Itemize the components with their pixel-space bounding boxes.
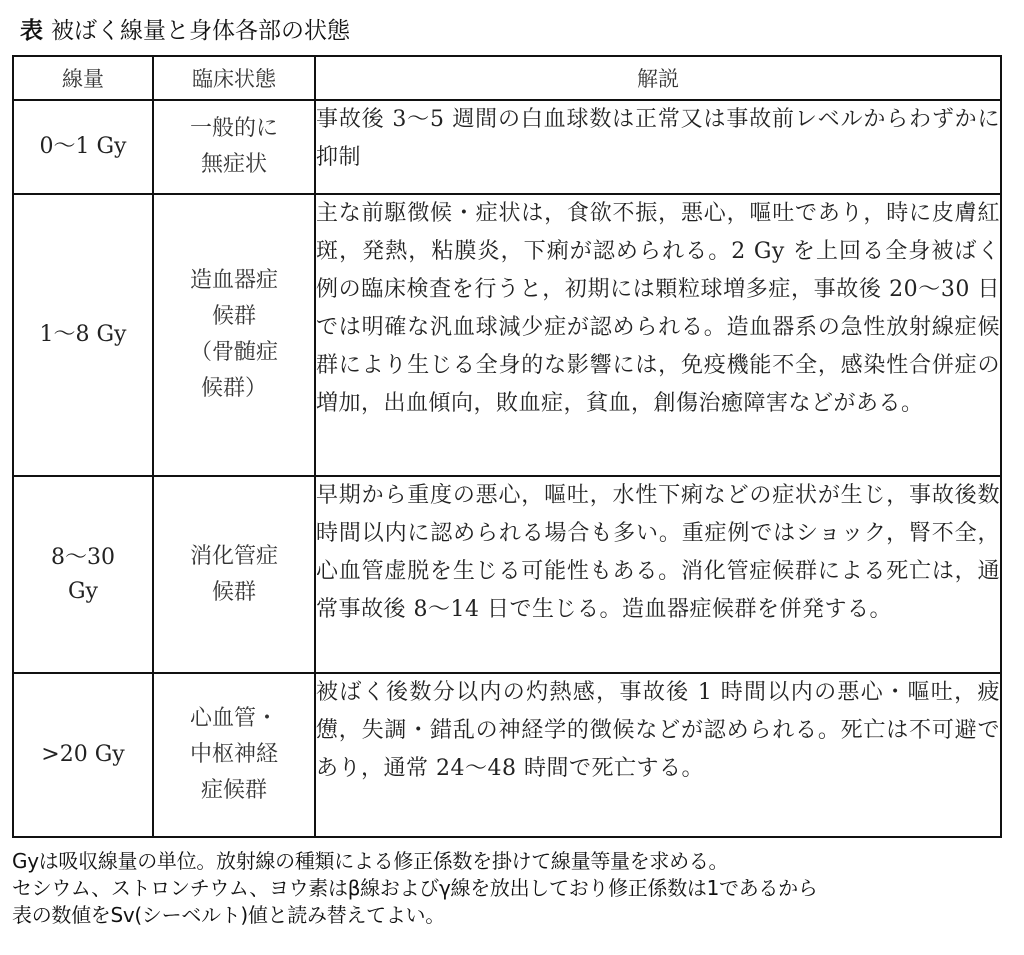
dose-effects-table: [12, 55, 1002, 838]
dose-text: 0〜1 Gy: [39, 134, 127, 159]
footnote-line: Gyは吸収線量の単位。放射線の種類による修正係数を掛けて線量等量を求める。: [12, 849, 729, 873]
state-line: 消化管症: [189, 543, 278, 569]
state-line: 一般的に: [189, 116, 278, 141]
clinical-state-cell: [153, 194, 315, 476]
dose-text: 8〜30: [51, 544, 115, 570]
state-line: 症候群: [200, 778, 267, 803]
clinical-state-cell: [153, 673, 315, 837]
state-line: 候群: [211, 579, 256, 605]
state-line: 造血器症: [189, 268, 278, 293]
table-title-text: 被ばく線量と身体各部の状態: [51, 18, 350, 44]
state-line: （骨髄症: [189, 340, 278, 365]
dose-text: >20 Gy: [41, 742, 125, 767]
dose-cell: [13, 100, 153, 194]
description-cell: 事故後 3〜5 週間の白血球数は正常又は事故前レベルからわずかに抑制: [315, 100, 1001, 194]
table-row: [13, 194, 1001, 476]
state-line: 候群）: [200, 376, 267, 401]
description-cell: 主な前駆徴候・症状は，食欲不振，悪心，嘔吐であり，時に皮膚紅斑，発熱，粘膜炎，下痢が認められる。2 Gy を上回る全身被ばく例の臨床検査を行うと，初期には顆粒球増多症，事故後 20〜30 日では明確な汎血球減少症が認められる。造血器系の急性放射線症候群により生じる全身的な影響には，免疫機能不全，感染性合併症の増加，出血傾向，敗血症，貧血，創傷治癒障害などがある。: [315, 194, 1001, 476]
dose-cell: [13, 673, 153, 837]
description-cell: 早期から重度の悪心，嘔吐，水性下痢などの症状が生じ，事故後数時間以内に認められる場合も多い。重症例ではショック，腎不全，心血管虚脱を生じる可能性もある。消化管症候群による死亡は，通常事故後 8〜14 日で生じる。造血器症候群を併発する。: [315, 476, 1001, 673]
table-header-row: [13, 56, 1001, 100]
clinical-state-cell: [153, 100, 315, 194]
dose-text: Gy: [67, 578, 98, 604]
table-row: [13, 476, 1001, 673]
table-title-label: 表: [20, 18, 43, 44]
clinical-state-cell: [153, 476, 315, 673]
dose-cell: [13, 476, 153, 673]
description-cell: 被ばく後数分以内の灼熱感，事故後 1 時間以内の悪心・嘔吐，疲憊，失調・錯乱の神経学的徴候などが認められる。死亡は不可避であり，通常 24〜48 時間で死亡する。: [315, 673, 1001, 837]
header-clinical-state: 臨床状態: [153, 56, 315, 100]
footnote: [12, 848, 1017, 929]
header-description: 解説: [315, 56, 1001, 100]
dose-cell: [13, 194, 153, 476]
footnote-line: セシウム、ストロンチウム、ヨウ素はβ線およびγ線を放出しており修正係数は1であるから: [12, 876, 818, 900]
state-line: 候群: [211, 304, 256, 329]
state-line: 無症状: [200, 152, 267, 177]
dose-text: 1〜8 Gy: [39, 322, 127, 347]
footnote-line: 表の数値をSv(シーベルト)値と読み替えてよい。: [12, 903, 445, 927]
state-line: 中枢神経: [189, 742, 278, 767]
table-title: [20, 12, 350, 45]
header-dose: 線量: [13, 56, 153, 100]
state-line: 心血管・: [189, 706, 278, 731]
table-row: [13, 100, 1001, 194]
table-row: [13, 673, 1001, 837]
